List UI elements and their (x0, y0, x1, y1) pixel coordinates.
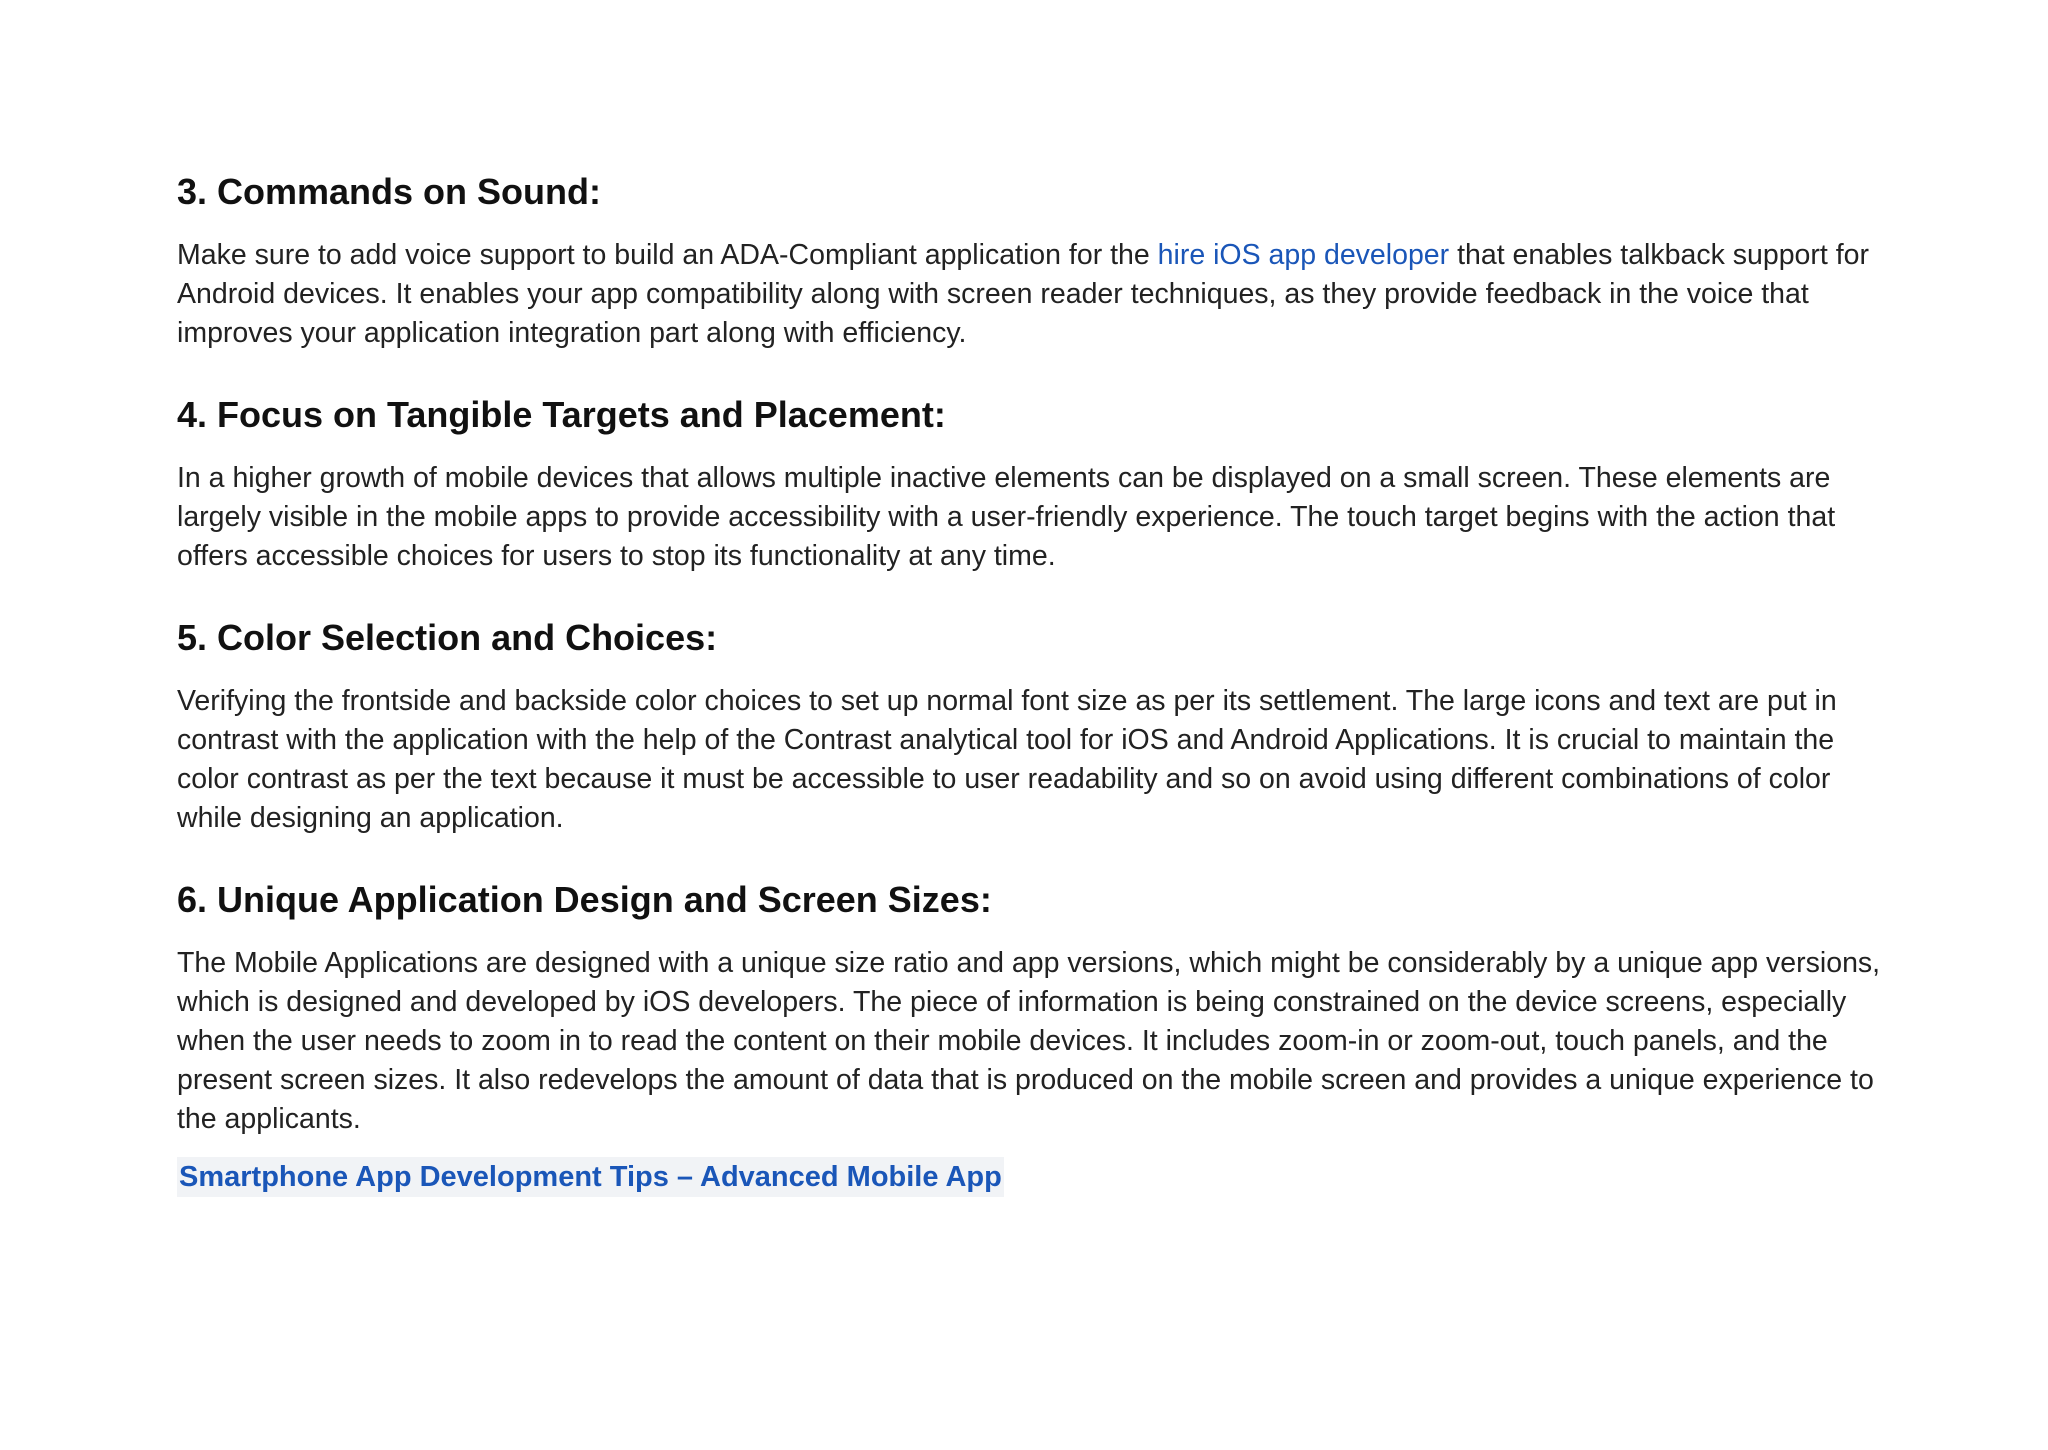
section-heading: 4. Focus on Tangible Targets and Placement: (177, 394, 946, 435)
paragraph-text: Make sure to add voice support to build an ADA-Compliant application for the (177, 239, 1158, 271)
section-tangible-targets (177, 393, 1897, 576)
section-paragraph: In a higher growth of mobile devices that allows multiple inactive elements can be displayed on a small screen. These elements are largely visible in the mobile apps to provide accessibility with a user-friendly experience. The touch target begins with the action that offers accessible choices for users to stop its functionality at any time. (177, 462, 1836, 572)
section-heading: 3. Commands on Sound: (177, 171, 602, 212)
smartphone-tips-link[interactable]: Smartphone App Development Tips – Advanced Mobile App (177, 1157, 1004, 1197)
section-paragraph: The Mobile Applications are designed with a unique size ratio and app versions, which might be considerably by a unique app versions, which is designed and developed by iOS developers. The piece of information is being constrained on the device screens, especially when the user needs to zoom in to read the content on their mobile devices. It includes zoom-in or zoom-out, touch panels, and the present screen sizes. It also redevelops the amount of data that is produced on the mobile screen and provides a unique experience to the applicants. (177, 947, 1881, 1135)
section-paragraph (177, 236, 1897, 353)
section-commands-on-sound (177, 170, 1897, 353)
section-heading: 5. Color Selection and Choices: (177, 617, 718, 658)
section-paragraph: Verifying the frontside and backside color choices to set up normal font size as per its settlement. The large icons and text are put in contrast with the application with the help of the Contrast analytical tool for iOS and Android Applications. It is crucial to maintain the color contrast as per the text because it must be accessible to user readability and so on avoid using different combinations of color while designing an application. (177, 685, 1837, 834)
document-page (177, 170, 1897, 1197)
paragraph-text: that enables talkback support for Android devices. It enables your app compatibility along with screen reader techniques, as they provide feedback in the voice that improves your application integration part along with efficiency. (177, 239, 1869, 349)
section-heading: 6. Unique Application Design and Screen Sizes: (177, 879, 992, 920)
hire-ios-developer-link[interactable]: hire iOS app developer (1157, 239, 1450, 271)
section-color-selection (177, 616, 1897, 838)
section-unique-design (177, 878, 1897, 1139)
